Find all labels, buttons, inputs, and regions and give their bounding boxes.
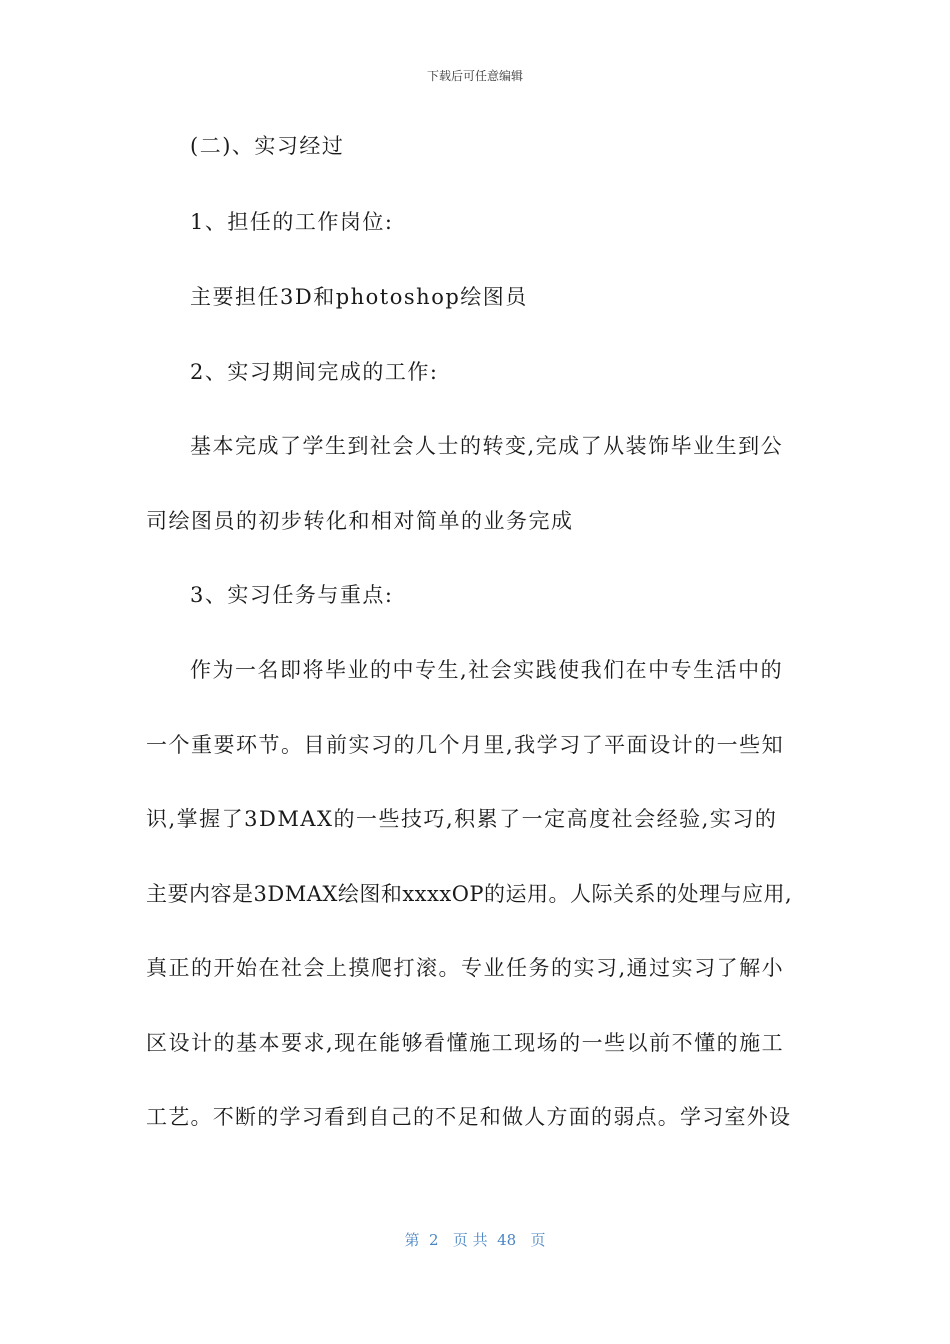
page-header: 下载后可任意编辑 [426,69,523,83]
paragraph-line: 司绘图员的初步转化和相对简单的业务完成 [146,509,574,533]
paragraph-line: 2、实习期间完成的工作: [190,360,439,384]
paragraph-line: 1、担任的工作岗位: [190,210,394,234]
paragraph-line: 识,掌握了3DMAX的一些技巧,积累了一定高度社会经验,实习的 [146,807,778,831]
paragraph-line: 基本完成了学生到社会人士的转变,完成了从装饰毕业生到公 [190,434,784,458]
paragraph-line: 工艺。不断的学习看到自己的不足和做人方面的弱点。学习室外设 [146,1105,792,1129]
paragraph-line: 真正的开始在社会上摸爬打滚。专业任务的实习,通过实习了解小 [146,956,785,980]
section-heading: (二)、实习经过 [190,134,345,158]
paragraph-line: 主要内容是3DMAX绘图和xxxxOP的运用。人际关系的处理与应用, [146,882,793,906]
paragraph-line: 3、实习任务与重点: [190,583,394,607]
paragraph-line: 作为一名即将毕业的中专生,社会实践使我们在中专生活中的 [190,658,784,682]
page-footer: 第 2 页 共 48 页 [404,1231,546,1249]
paragraph-line: 区设计的基本要求,现在能够看懂施工现场的一些以前不懂的施工 [146,1031,785,1055]
paragraph-line: 主要担任3D和photoshop绘图员 [190,285,528,309]
paragraph-line: 一个重要环节。目前实习的几个月里,我学习了平面设计的一些知 [146,733,785,757]
